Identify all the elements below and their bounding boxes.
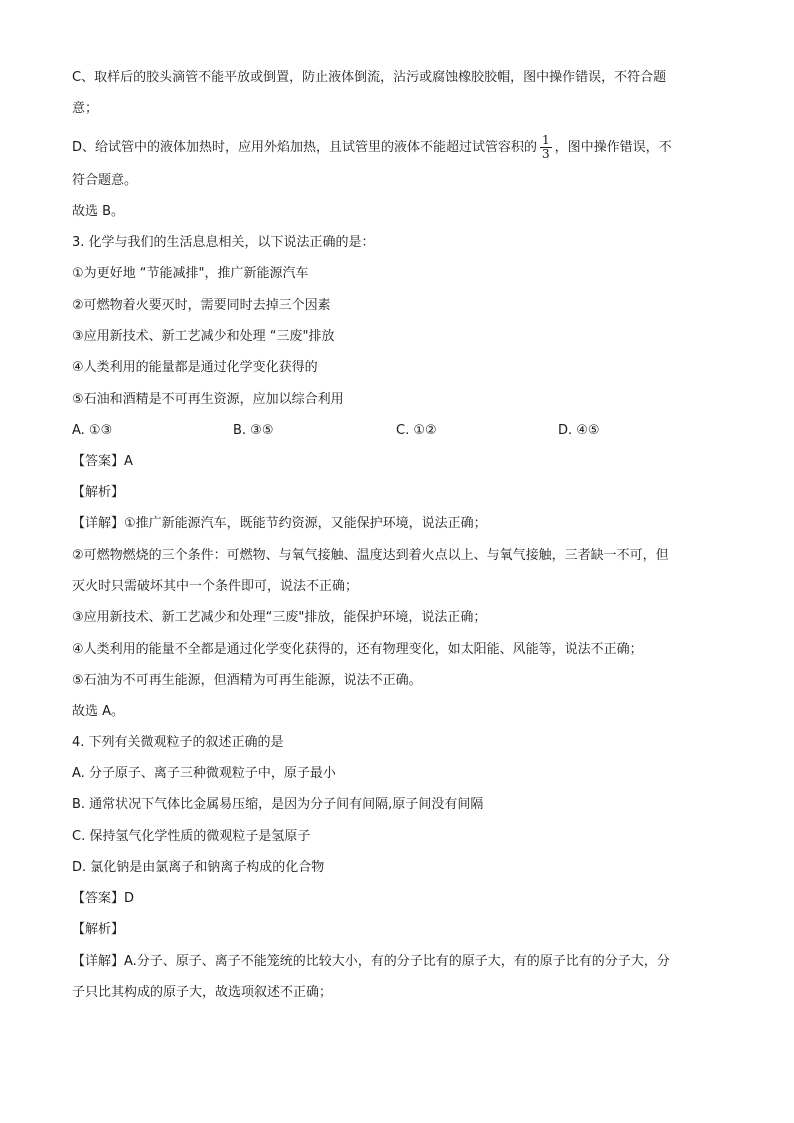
text-segment: D、给试管中的液体加热时，应用外焰加热，且试管里的液体不能超过试管容积的 bbox=[72, 140, 538, 155]
statement-item: ⑤石油和酒精是不可再生资源，应加以综合利用 bbox=[72, 392, 344, 407]
text-line: 意； bbox=[72, 101, 99, 116]
text-line: 符合题意。 bbox=[72, 173, 138, 188]
explanation-line: ②可燃物燃烧的三个条件：可燃物、与氧气接触、温度达到着火点以上、与氧气接触，三者缺一不可，但 bbox=[72, 548, 669, 563]
analysis-label: 【解析】 bbox=[72, 485, 125, 500]
option-a: A. ①③ bbox=[72, 423, 113, 438]
option-b: B. ③⑤ bbox=[233, 423, 274, 438]
fraction-denominator: 3 bbox=[542, 147, 550, 161]
fraction-numerator: 1 bbox=[542, 133, 550, 147]
text-segment: ，图中操作错误，不 bbox=[554, 140, 672, 155]
option-c: C. 保持氢气化学性质的微观粒子是氢原子 bbox=[72, 829, 311, 844]
option-d: D. ④⑤ bbox=[558, 423, 600, 438]
explanation-line: 【详解】①推广新能源汽车，既能节约资源，又能保护环境，说法正确； bbox=[72, 516, 487, 531]
option-d: D. 氯化钠是由氯离子和钠离子构成的化合物 bbox=[72, 860, 325, 875]
answer-label: 【答案】A bbox=[72, 454, 133, 469]
text-line-with-fraction bbox=[72, 134, 672, 161]
explanation-line: ④人类利用的能量不全都是通过化学变化获得的，还有物理变化，如太阳能、风能等，说法不正确； bbox=[72, 642, 643, 657]
explanation-line: ③应用新技术、新工艺减少和处理“三废"排放，能保护环境，说法正确； bbox=[72, 610, 487, 625]
statement-item: ④人类利用的能量都是通过化学变化获得的 bbox=[72, 360, 318, 375]
statement-item: ①为更好地 “节能减排"，推广新能源汽车 bbox=[72, 266, 309, 281]
option-b: B. 通常状况下气体比金属易压缩，是因为分子间有间隔,原子间没有间隔 bbox=[72, 797, 484, 812]
statement-item: ②可燃物着火要灭时，需要同时去掉三个因素 bbox=[72, 298, 331, 313]
option-a: A. 分子原子、离子三种微观粒子中，原子最小 bbox=[72, 766, 336, 781]
statement-item: ③应用新技术、新工艺减少和处理 “三废"排放 bbox=[72, 329, 335, 344]
explanation-line: 子只比其构成的原子大，故选项叙述不正确； bbox=[72, 985, 333, 1000]
option-c: C. ①② bbox=[396, 423, 437, 438]
explanation-line: ⑤石油为不可再生能源，但酒精为可再生能源，说法不正确。 bbox=[72, 673, 422, 688]
answer-label: 【答案】D bbox=[72, 891, 135, 906]
fraction-one-third bbox=[540, 134, 552, 161]
text-line: C、取样后的胶头滴管不能平放或倒置，防止液体倒流，沾污或腐蚀橡胶胶帽，图中操作错误，不符合题 bbox=[72, 70, 667, 85]
analysis-label: 【解析】 bbox=[72, 922, 125, 937]
explanation-line: 【详解】A.分子、原子、离子不能笼统的比较大小，有的分子比有的原子大，有的原子比有的分子大，分 bbox=[72, 954, 670, 969]
text-line: 故选 B。 bbox=[72, 204, 125, 219]
text-line: 故选 A。 bbox=[72, 704, 125, 719]
question-stem: 3. 化学与我们的生活息息相关，以下说法正确的是： bbox=[72, 235, 375, 250]
explanation-line: 灭火时只需破坏其中一个条件即可，说法不正确； bbox=[72, 579, 359, 594]
question-stem: 4. 下列有关微观粒子的叙述正确的是 bbox=[72, 735, 284, 750]
